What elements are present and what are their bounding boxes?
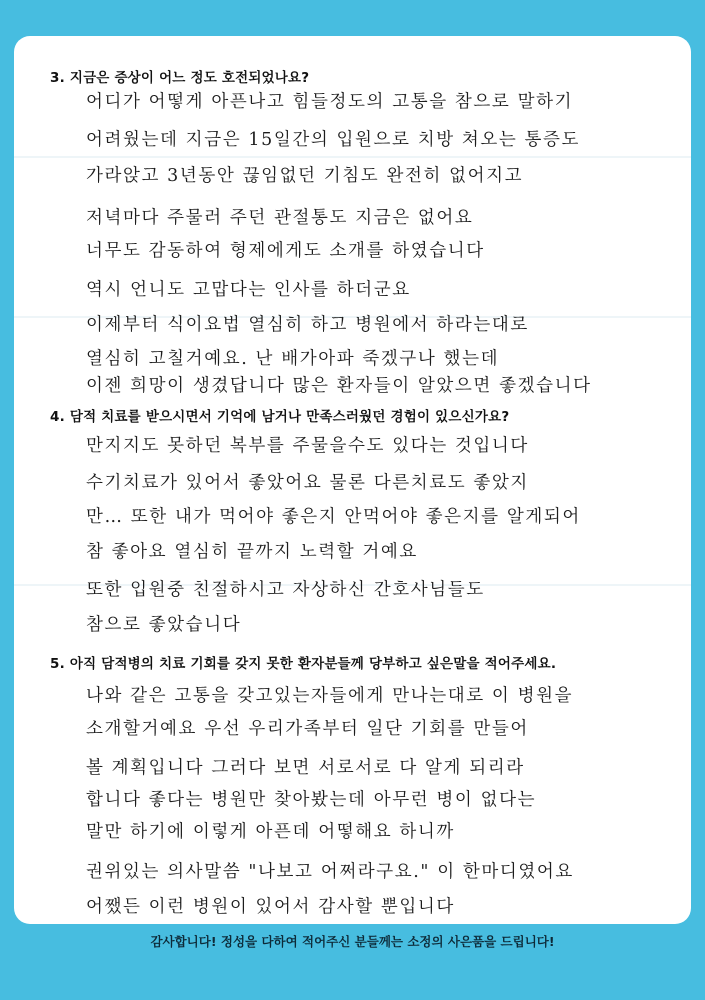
answer-line: 너무도 감동하여 형제에게도 소개를 하였습니다 [86, 241, 485, 261]
answer-line: 볼 계획입니다 그러다 보면 서로서로 다 알게 되리라 [86, 758, 525, 778]
answer-line: 이제부터 식이요법 열심히 하고 병원에서 하라는대로 [86, 315, 529, 335]
answer-line: 어쨌든 이런 병원이 있어서 감사할 뿐입니다 [86, 897, 455, 917]
answer-line: 소개할거예요 우선 우리가족부터 일단 기회를 만들어 [86, 719, 529, 739]
question-4: 4. 담적 치료를 받으시면서 기억에 남거나 만족스러웠던 경험이 있으신가요? [50, 409, 510, 425]
answer-line: 또한 입원중 친절하시고 자상하신 간호사님들도 [86, 580, 485, 600]
answer-line: 이젠 희망이 생겼답니다 많은 환자들이 알았으면 좋겠습니다 [86, 376, 592, 396]
answer-line: 역시 언니도 고맙다는 인사를 하더군요 [86, 280, 411, 300]
answer-line: 참 좋아요 열심히 끝까지 노력할 거예요 [86, 542, 418, 562]
answer-line: 어디가 어떻게 아픈나고 힘들정도의 고통을 참으로 말하기 [86, 92, 574, 112]
answer-line: 열심히 고칠거예요. 난 배가아파 죽겠구나 했는데 [86, 349, 500, 369]
answer-line: 저녁마다 주물러 주던 관절통도 지금은 없어요 [86, 208, 474, 228]
answer-line: 나와 같은 고통을 갖고있는자들에게 만나는대로 이 병원을 [86, 686, 574, 706]
answer-line: 수기치료가 있어서 좋았어요 물론 다른치료도 좋았지 [86, 473, 529, 493]
answer-line: 참으로 좋았습니다 [86, 615, 242, 635]
question-5: 5. 아직 담적병의 치료 기회를 갖지 못한 환자분들께 당부하고 싶은말을 적어주세요. [50, 656, 557, 672]
answer-line: 가라앉고 3년동안 끊임없던 기침도 완전히 없어지고 [86, 166, 524, 186]
answer-line: 만… 또한 내가 먹어야 좋은지 안먹어야 좋은지를 알게되어 [86, 507, 581, 527]
footer-thanks: 감사합니다! 정성을 다하여 적어주신 분들께는 소정의 사은품을 드립니다! [150, 934, 555, 949]
answer-line: 어려웠는데 지금은 15일간의 입원으로 치방 쳐오는 통증도 [86, 130, 581, 150]
answer-line: 만지지도 못하던 복부를 주물을수도 있다는 것입니다 [86, 436, 529, 456]
question-3: 3. 지금은 증상이 어느 정도 호전되었나요? [50, 70, 310, 86]
answer-line: 권위있는 의사말씀 "나보고 어쩌라구요." 이 한마디였어요 [86, 862, 574, 882]
answer-line: 합니다 좋다는 병원만 찾아봤는데 아무런 병이 없다는 [86, 790, 537, 810]
answer-line: 말만 하기에 이렇게 아픈데 어떻해요 하니까 [86, 822, 455, 842]
